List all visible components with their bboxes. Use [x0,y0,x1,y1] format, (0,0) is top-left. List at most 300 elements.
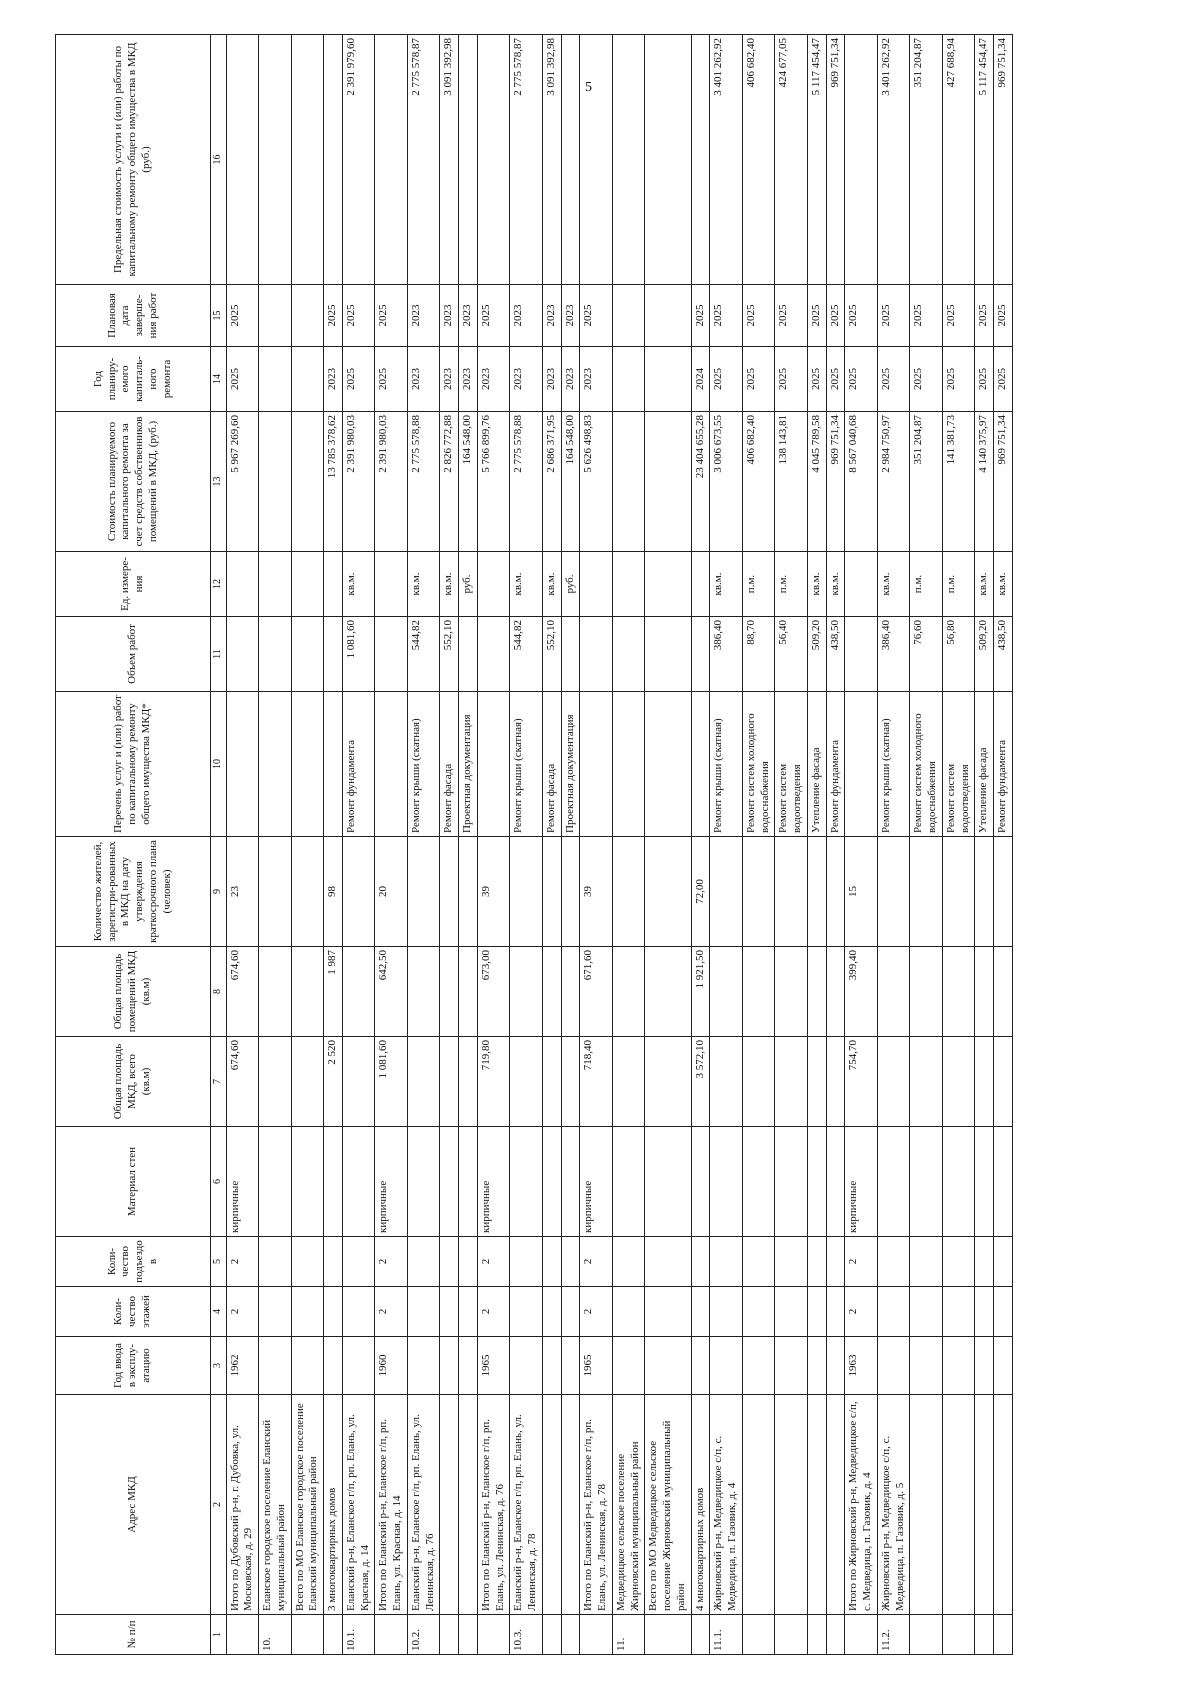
table-cell [324,617,343,692]
table-cell: 23 404 655,28 [691,412,710,552]
table-cell [877,1237,910,1287]
table-cell: 1 081,60 [342,617,375,692]
table-cell: 1 987 [324,947,343,1037]
table-cell: кв.м. [710,552,743,617]
table-cell [259,347,292,412]
table-cell [975,1337,994,1395]
table-cell: 76,60 [910,617,943,692]
table-cell [645,1237,691,1287]
table-cell: Еланский р-н, Еланское г/п, рп. Елань, ул. Ленинская, д. 76 [407,1395,440,1615]
table-cell [826,1237,845,1287]
column-header: Общая площадь помещений МКД (кв.м) [56,947,211,1037]
table-row [742,35,775,1655]
table-cell: 1963 [845,1337,878,1395]
table-cell [477,1615,510,1655]
table-cell [612,35,645,285]
table-cell: 754,70 [845,1037,878,1127]
table-cell [259,837,292,947]
table-cell: кв.м. [975,552,994,617]
table-cell: 141 381,73 [942,412,975,552]
table-cell [459,837,478,947]
column-header: Коли-чество подъездо в [56,1237,211,1287]
table-cell: 3 401 262,92 [877,35,910,285]
table-cell [561,1287,580,1337]
table-cell [691,1337,710,1395]
table-cell: Итого по Дубовский р-н, г. Дубовка, ул. Московская, д. 29 [226,1395,259,1615]
table-cell [542,1127,561,1237]
table-cell: руб. [459,552,478,617]
table-cell: 2 [477,1237,510,1287]
table-cell: Ремонт фасада [440,692,459,837]
table-cell [942,1037,975,1127]
table-cell [510,1127,543,1237]
table-cell [291,1037,324,1127]
table-cell [877,837,910,947]
table-cell: 2 [477,1287,510,1337]
table-cell [324,35,343,285]
table-cell [742,1337,775,1395]
table-cell: 56,40 [775,617,808,692]
table-cell: п.м. [942,552,975,617]
table-cell: 2023 [477,347,510,412]
table-cell [910,1395,943,1615]
table-cell [580,692,613,837]
table-cell: 2023 [561,347,580,412]
table-cell [259,35,292,285]
table-cell [259,1337,292,1395]
table-row [826,35,845,1655]
table-cell [742,1127,775,1237]
table-cell: 88,70 [742,617,775,692]
table-cell [877,1037,910,1127]
table-cell: 2023 [459,347,478,412]
table-cell: 2025 [226,285,259,347]
table-cell: 552,10 [440,617,459,692]
table-cell [542,1037,561,1127]
table-cell [826,837,845,947]
table-cell [561,35,580,285]
table-cell: кирпичные [375,1127,408,1237]
table-cell: 2023 [459,285,478,347]
table-cell [775,1615,808,1655]
table-cell: 164 548,00 [459,412,478,552]
table-cell: Ремонт фундамента [994,692,1013,837]
table-cell: п.м. [775,552,808,617]
table-row [775,35,808,1655]
capital-repair-table [55,34,1013,1655]
column-number: 3 [211,1337,227,1395]
table-cell [324,1615,343,1655]
table-cell: 2 [226,1287,259,1337]
table-cell: Итого по Еланский р-н, Еланское г/п, рп. Елань, ул. Ленинская, д. 78 [580,1395,613,1615]
table-cell [775,1237,808,1287]
table-cell: 2025 [691,285,710,347]
table-cell [612,412,645,552]
table-cell [645,1337,691,1395]
table-cell [645,1127,691,1237]
table-cell [542,1237,561,1287]
table-cell: 3 401 262,92 [710,35,743,285]
table-cell: Утепление фасада [807,692,826,837]
table-cell: 2023 [580,347,613,412]
table-cell [510,837,543,947]
table-cell [612,692,645,837]
table-cell [580,35,613,285]
table-cell: 10.3. [510,1615,543,1655]
table-cell [342,947,375,1037]
table-cell [510,1037,543,1127]
table-cell [324,1287,343,1337]
table-cell: 2023 [407,347,440,412]
table-cell: 2023 [440,285,459,347]
table-cell [291,1237,324,1287]
table-cell [612,552,645,617]
table-cell: кв.м. [807,552,826,617]
table-cell: Итого по Еланский р-н, Еланское г/п, рп. Елань, ул. Красная, д. 14 [375,1395,408,1615]
table-cell [375,692,408,837]
table-cell: 671,60 [580,947,613,1037]
table-cell [877,1337,910,1395]
table-cell [975,1127,994,1237]
table-row [942,35,975,1655]
table-row [542,35,561,1655]
table-cell [742,837,775,947]
page-number: 5 [585,80,592,95]
table-cell [807,947,826,1037]
table-cell [942,1337,975,1395]
table-cell [259,1127,292,1237]
table-row [645,35,691,1655]
table-cell: 2 826 772,88 [440,412,459,552]
table-cell [440,837,459,947]
table-cell: 2 [375,1237,408,1287]
table-cell: 674,60 [226,1037,259,1127]
table-cell [645,35,691,285]
table-cell [259,552,292,617]
table-cell [259,947,292,1037]
table-cell [742,1395,775,1615]
table-cell: 386,40 [710,617,743,692]
table-cell [440,1037,459,1127]
table-cell: кв.м. [342,552,375,617]
table-cell: Жирновский р-н, Медведицкое с/п, с. Медведица, п. Газовик, д. 4 [710,1395,743,1615]
table-cell [910,1237,943,1287]
column-number: 6 [211,1127,227,1237]
table-cell [324,1337,343,1395]
table-cell: 2025 [742,347,775,412]
column-header: Материал стен [56,1127,211,1237]
table-cell [775,947,808,1037]
table-cell: 438,50 [994,617,1013,692]
column-number: 14 [211,347,227,412]
table-cell [942,1287,975,1337]
table-cell [975,947,994,1037]
table-cell: 2025 [375,347,408,412]
table-cell [826,1395,845,1615]
table-cell: Проектная документация [561,692,580,837]
table-cell [691,1287,710,1337]
table-cell [459,1037,478,1127]
table-cell [407,837,440,947]
table-cell: п.м. [910,552,943,617]
table-cell: 2025 [994,285,1013,347]
table-cell: 673,00 [477,947,510,1037]
table-cell: Ремонт систем холодного водоснабжения [742,692,775,837]
table-cell: 399,40 [845,947,878,1037]
table-cell [342,837,375,947]
table-cell [291,1127,324,1237]
table-cell [826,1037,845,1127]
table-cell: 2 391 980,03 [342,412,375,552]
table-cell [942,1237,975,1287]
table-cell [645,285,691,347]
table-cell [994,1395,1013,1615]
table-cell [291,947,324,1037]
table-cell: Ремонт крыши (скатная) [877,692,910,837]
table-row [845,35,878,1655]
table-cell: 1965 [477,1337,510,1395]
table-cell: 2023 [542,347,561,412]
table-cell: Ремонт систем водоотведения [775,692,808,837]
table-cell [612,347,645,412]
table-cell: 2 775 578,88 [510,412,543,552]
table-row [975,35,994,1655]
table-cell: 2025 [975,285,994,347]
table-cell [561,1337,580,1395]
table-cell: 674,60 [226,947,259,1037]
table-cell [742,947,775,1037]
table-cell [975,1395,994,1615]
table-cell [807,1337,826,1395]
table-cell [259,1287,292,1337]
table-cell: 509,20 [975,617,994,692]
column-header: Ед. измере-ния [56,552,211,617]
table-cell: Проектная документация [459,692,478,837]
table-cell: Всего по МО Еланское городское поселение Еланский муниципальный район [291,1395,324,1615]
table-cell [910,837,943,947]
table-cell: 5 967 269,60 [226,412,259,552]
column-number-row [211,35,227,1655]
table-cell [561,1127,580,1237]
table-cell: 969 751,34 [826,35,845,285]
table-cell [994,837,1013,947]
table-cell: 2025 [994,347,1013,412]
table-cell: 969 751,34 [994,35,1013,285]
column-number: 4 [211,1287,227,1337]
table-cell: 969 751,34 [826,412,845,552]
table-row [510,35,543,1655]
table-cell [975,1037,994,1127]
table-row [226,35,259,1655]
table-cell [877,1287,910,1337]
table-cell [807,837,826,947]
table-cell [440,1337,459,1395]
column-header: Коли-чество этажей [56,1287,211,1337]
table-cell: 56,80 [942,617,975,692]
table-cell [291,1287,324,1337]
table-cell [826,1127,845,1237]
table-cell: 2 391 980,03 [375,412,408,552]
column-number: 11 [211,617,227,692]
table-cell: 3 006 673,55 [710,412,743,552]
table-cell [542,1287,561,1337]
column-header: Количество жителей, зарегистри-рованных в МКД на дату утверждения краткосрочного плана (человек) [56,837,211,947]
table-cell [477,35,510,285]
table-cell [612,1237,645,1287]
table-cell [710,1287,743,1337]
table-cell: 2025 [807,347,826,412]
table-cell: 5 626 498,83 [580,412,613,552]
table-row [910,35,943,1655]
table-cell: 2025 [910,347,943,412]
table-cell [375,552,408,617]
table-cell [291,285,324,347]
table-cell [510,1287,543,1337]
table-cell [459,35,478,285]
table-cell [612,1127,645,1237]
table-cell: 544,82 [407,617,440,692]
table-cell [975,1615,994,1655]
table-cell [375,617,408,692]
table-row [259,35,292,1655]
table-cell [226,1615,259,1655]
table-cell: 8 567 040,68 [845,412,878,552]
table-cell: 2025 [826,285,845,347]
column-header: Год ввода в эксплу-атацию [56,1337,211,1395]
table-cell: 23 [226,837,259,947]
table-cell: 2023 [324,347,343,412]
table-cell [407,1337,440,1395]
column-header: Объем работ [56,617,211,692]
table-cell: 2 984 750,97 [877,412,910,552]
table-cell [542,1615,561,1655]
table-cell: 2023 [510,285,543,347]
table-cell: Ремонт систем водоотведения [942,692,975,837]
table-cell: 2 [375,1287,408,1337]
table-cell: 3 572,10 [691,1037,710,1127]
table-cell [710,1337,743,1395]
column-number: 8 [211,947,227,1037]
table-body [226,35,1012,1655]
table-cell: 13 785 378,62 [324,412,343,552]
table-cell: 2025 [942,347,975,412]
table-row [375,35,408,1655]
table-cell [561,1395,580,1615]
table-cell [440,1615,459,1655]
table-row [710,35,743,1655]
table-cell [845,552,878,617]
table-cell [259,1237,292,1287]
table-cell [226,617,259,692]
table-cell [291,1337,324,1395]
table-cell: Итого по Жирновский р-н, Медведицкое с/п, с. Медведица, п. Газовик, д. 4 [845,1395,878,1615]
table-row [691,35,710,1655]
table-cell [775,1287,808,1337]
table-cell [645,1287,691,1337]
table-cell: 2025 [807,285,826,347]
table-cell: 351 204,87 [910,412,943,552]
table-cell [826,1337,845,1395]
table-cell: 2025 [375,285,408,347]
table-cell [775,1037,808,1127]
table-cell: 438,50 [826,617,845,692]
table-cell [459,1395,478,1615]
table-cell: 2023 [440,347,459,412]
table-cell: 2025 [580,285,613,347]
table-cell: 2025 [226,347,259,412]
table-cell [291,35,324,285]
table-cell [994,1037,1013,1127]
table-cell: 2025 [775,285,808,347]
table-row [994,35,1013,1655]
column-number: 13 [211,412,227,552]
table-cell [826,1287,845,1337]
table-cell: кв.м. [826,552,845,617]
table-cell [910,1127,943,1237]
table-cell [942,1395,975,1615]
table-cell: 2 [845,1287,878,1337]
table-cell [691,1127,710,1237]
table-cell [612,285,645,347]
table-cell: кв.м. [994,552,1013,617]
table-cell [612,617,645,692]
column-number: 9 [211,837,227,947]
table-cell [561,1615,580,1655]
table-cell: 1960 [375,1337,408,1395]
table-cell: 2025 [477,285,510,347]
table-cell [259,412,292,552]
table-cell [407,1037,440,1127]
table-cell [845,692,878,837]
table-cell [994,1237,1013,1287]
table-cell: 3 091 392,98 [542,35,561,285]
table-cell [407,1127,440,1237]
table-cell [645,552,691,617]
table-row [580,35,613,1655]
table-cell: Ремонт крыши (скатная) [407,692,440,837]
table-cell: 2025 [975,347,994,412]
table-cell: 509,20 [807,617,826,692]
table-cell: 3 многоквартирных домов [324,1395,343,1615]
table-cell [691,692,710,837]
table-cell [440,1127,459,1237]
table-cell [742,1615,775,1655]
table-cell [291,617,324,692]
table-cell [645,347,691,412]
table-cell: 2023 [510,347,543,412]
table-cell: 2025 [742,285,775,347]
table-cell [994,1127,1013,1237]
table-cell [342,1237,375,1287]
table-cell: 2025 [826,347,845,412]
table-cell: 406 682,40 [742,35,775,285]
table-cell [440,1237,459,1287]
table-cell: 2025 [342,347,375,412]
table-row [807,35,826,1655]
table-cell [710,837,743,947]
table-cell: 4 140 375,97 [975,412,994,552]
table-cell: 5 117 454,47 [975,35,994,285]
table-cell [375,1615,408,1655]
table-cell [477,692,510,837]
column-header: Плановая дата заверше-ния работ [56,285,211,347]
table-cell: 969 751,34 [994,412,1013,552]
table-cell [561,617,580,692]
table-cell: кв.м. [440,552,459,617]
table-cell [710,1037,743,1127]
table-cell [775,1337,808,1395]
table-cell [291,692,324,837]
